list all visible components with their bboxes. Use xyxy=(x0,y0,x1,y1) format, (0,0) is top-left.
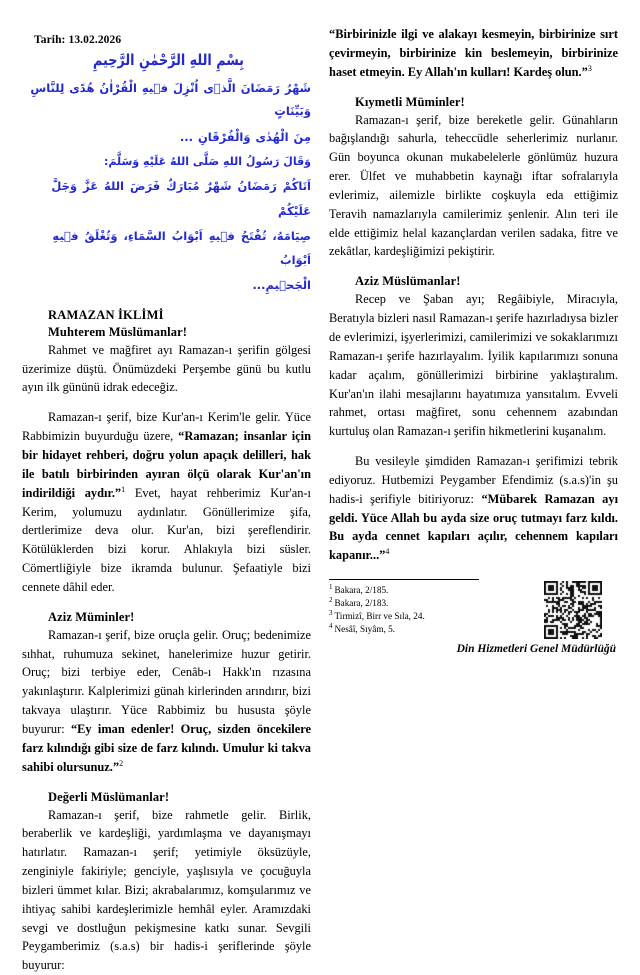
page-title: RAMAZAN İKLİMİ xyxy=(48,308,311,323)
heading-aziz-muslumanlar: Aziz Müslümanlar! xyxy=(355,274,618,289)
heading-muhterem-muslumanlar: Muhterem Müslümanlar! xyxy=(48,325,311,340)
footnote-number: 1 xyxy=(329,583,333,591)
paragraph-2-part-a: Ramazan-ı şerif, bize Kur'an-ı Kerim'le gelir. Yüce Rabbimizin buyurduğu üzere, xyxy=(22,410,311,443)
heading-degerli-muslumanlar: Değerli Müslümanlar! xyxy=(48,790,311,805)
footnote-ref-3: 3 xyxy=(588,64,592,73)
basmala-calligraphy: بِسْمِ اللهِ الرَّحْمٰنِ الرَّحِيمِ xyxy=(47,52,289,69)
footnote-separator-rule xyxy=(329,579,479,580)
paragraph-3-quote: “Ey iman edenler! Oruç, sizden öncekilere farz kılındığı gibi size de farz kılındı. Umulur ki takva sahibi olursunuz.” xyxy=(22,722,311,774)
footnote-number: 3 xyxy=(329,609,333,617)
paragraph-2-part-b: Evet, hayat rehberimiz Kur'an-ı Kerim, yolumuzu aydınlatır. Gönüllerimize şifa, dertlerimize deva olur. Kur'an, bizi şereflendirir. Kötülüklerden bizi korur. Ahlakıyla bizi süsler. Cömertliğiyle bize ikramda bulunur. Şefaatiyle bizi cennete dâhil eder. xyxy=(22,486,311,594)
hadith-line-2: صِيَامَهُ، تُفْتَحُ ف۪يهِ اَبْوَابُ السَّمَاءِ، وَتُغْلَقُ ف۪يهِ اَبْوَابُ xyxy=(26,224,311,273)
paragraph-7-part-a: Bu vesileyle şimdiden Ramazan-ı şerifimizi tebrik ediyoruz. Hutbemizi Peygamber Efendimiz (s.a.s)'in şu hadis-i şerifiyle bitiriyoruz: xyxy=(329,454,618,506)
hadith-line-3: الْجَح۪يمِ... xyxy=(26,273,311,298)
hadith-line-1: اَتَاكُمْ رَمَضَانُ شَهْرٌ مُبَارَكٌ فَرَضَ اللهُ عَزَّ وَجَلَّ عَلَيْكُمْ xyxy=(26,174,311,223)
heading-kiymetli-muminler: Kıymetli Müminler! xyxy=(355,95,618,110)
quran-verse-line-2: مِنَ الْهُدٰى وَالْفُرْقَانِ ... xyxy=(26,126,311,150)
heading-aziz-muminler: Aziz Müminler! xyxy=(48,610,311,625)
footnote-text: Bakara, 2/183. xyxy=(335,598,389,608)
column-left xyxy=(22,50,311,975)
footnote-ref-2: 2 xyxy=(119,759,123,768)
paragraph-2 xyxy=(22,408,311,596)
signature-line: Din Hizmetleri Genel Müdürlüğü xyxy=(329,643,618,655)
footnote-text: Nesâî, Sıyâm, 5. xyxy=(335,624,395,634)
footnote-number: 2 xyxy=(329,596,333,604)
quran-verse-line-1: شَهْرُ رَمَضَانَ الَّذ۪ى اُنْزِلَ ف۪يهِ الْقُرْاٰنُ هُدًى لِلنَّاسِ وَبَيِّنَاتٍ xyxy=(26,77,311,124)
footnote-number: 4 xyxy=(329,622,333,630)
paragraph-6: Recep ve Şaban ayı; Regâibiyle, Miracıyla, Beratıyla bizleri nasıl Ramazan-ı şerife hazırladıysa bizler de evlerimizi, işyerlerimizi, camilerimizi ve sokaklarımızı Ramazan-ı şerife hazırlayalım. İyilik kapılarımızı sonuna kadar açalım, gönüllerimizi birbirine yaklaştıralım. Kur'an'ın ilahi mesajlarını hayatımıza yansıtalım. Evveli rahmet, ortası mağfiret, sonu cehennem azabından kurtuluş olan Ramazan-ı şerifin hikmetlerini kuşanalım. xyxy=(329,290,618,441)
hadith-intro-line: وَقَالَ رَسُولُ اللهِ صَلَّى اللهُ عَلَيْهِ وَسَلَّمَ: xyxy=(26,151,311,173)
qr-code-image xyxy=(544,581,602,639)
paragraph-4-start: Ramazan-ı şerif, bize rahmetle gelir. Birlik, beraberlik ve kardeşliği, yardımlaşma ve dayanışmayı hatırlatır. Ramazan-ı şerif; yetimiyle öksüzüyle, zenginiyle fakiriyle; genciyle, yaşlısıyla ve çocuğuyla bizleri ümmet kılar. Bizi; akrabalarımız, komşularımız ve ihtiyaç sahibi kardeşlerimizle hemhâl eyler. Aramızdaki sevgi ve dostluğun pekişmesine katkı sunar. Sevgili Peygamberimiz (s.a.s) bir hadis-i şeriflerinde şöyle buyurur: xyxy=(22,806,311,975)
footnote-ref-1: 1 xyxy=(121,485,125,494)
paragraph-7 xyxy=(329,452,618,565)
footnote-ref-4: 4 xyxy=(385,547,389,556)
paragraph-1: Rahmet ve mağfiret ayı Ramazan-ı şerifin gölgesi üzerimize düştü. Önümüzdeki Perşembe günü bu kutlu ayın ilk gününü idrak edeceğiz. xyxy=(22,341,311,398)
paragraph-7-quote: “Mübarek Ramazan ayı geldi. Yüce Allah bu ayda size oruç tutmayı farz kıldı. Bu ayda cennet kapıları açılır, cehennem kapıları kapanır...” xyxy=(329,492,618,563)
paragraph-3 xyxy=(22,626,311,777)
paragraph-5: Ramazan-ı şerif, bize bereketle gelir. Günahların bağışlandığı sahurla, teheccüdle seherlerimiz nurlanır. Gün boyunca okunan mukabelelerle gönlümüz huzura erer. Ülfet ve muhabbetin kaynağı iftar sofralarıyla evlerimiz, ailemizle birlikte coşkuyla eda ettiğimiz Teravih namazlarıyla camilerimiz şenlenir. Alın teri ile elde ettiğimiz helal kazançlardan verilen sadaka, fitre ve zekâtlar, kardeşliğimizi pekiştirir. xyxy=(329,111,618,262)
footnote-text: Bakara, 2/185. xyxy=(335,585,389,595)
paragraph-4-continued xyxy=(329,25,618,82)
paragraph-4-quote: “Birbirinizle ilgi ve alakayı kesmeyin, birbirinize sırt çevirmeyin, birbirinize kin beslemeyin, birbirinize haset etmeyin. Ey Allah'ın kulları! Kardeş olun.” xyxy=(329,27,618,79)
footnotes-section xyxy=(329,579,618,636)
paragraph-2-quote: “Ramazan; insanlar için bir hidayet rehberi, doğru yolun apaçık delilleri, hak ile batılı birbirinden ayıran ölçü olarak Kur'an'ın indirildiği aydır.” xyxy=(22,429,311,500)
paragraph-3-part-a: Ramazan-ı şerif, bize oruçla gelir. Oruç; bedenimize sıhhat, ruhumuza sekinet, hanelerimize huzur getirir. Oruç; bizi terbiye eder, Cenâb-ı Hakk'ın rızasına yakınlaştırır. Kalplerimizi günah kirlerinden arındırır, bizi takvaya ulaştırır. Yüce Rabbimiz bu hususta şöyle buyurur: xyxy=(22,628,311,736)
two-column-body xyxy=(22,50,618,975)
footnote-text: Tirmizî, Birr ve Sıla, 24. xyxy=(335,611,425,621)
arabic-section xyxy=(22,52,311,298)
date-label: Tarih: 13.02.2026 xyxy=(34,34,618,46)
column-right xyxy=(329,24,618,975)
